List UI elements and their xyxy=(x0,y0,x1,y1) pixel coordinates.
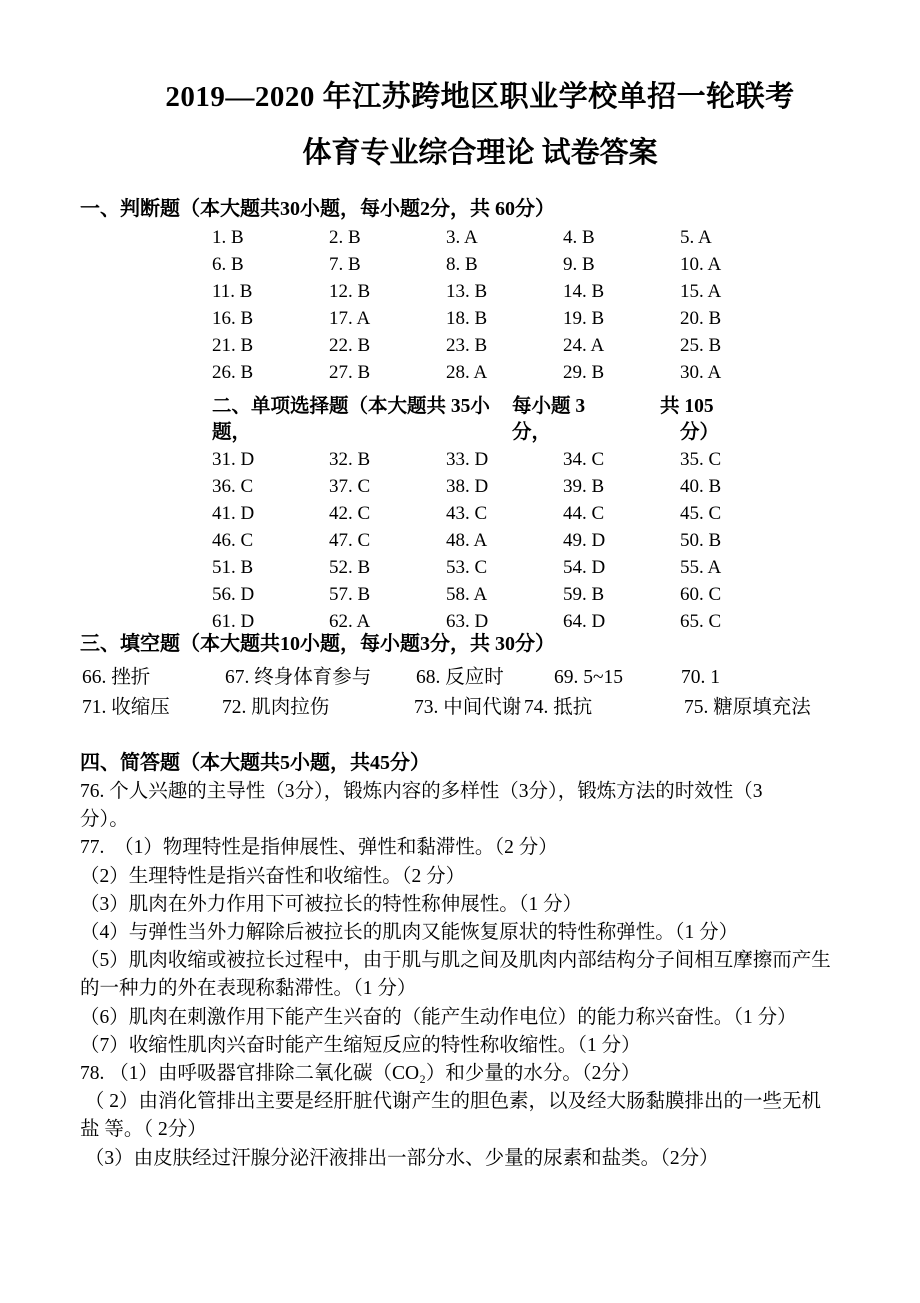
judgement-answer-item: 2. B xyxy=(329,227,361,248)
judgement-answer-grid xyxy=(212,224,880,386)
single-choice-answer-item: 58. A xyxy=(446,584,488,605)
section-single-choice-heading xyxy=(212,394,880,446)
single-choice-answer-item: 41. D xyxy=(212,503,255,524)
single-choice-answer-item: 46. C xyxy=(212,530,254,551)
single-choice-answer-item: 61. D xyxy=(212,611,255,632)
section-judgement-heading: 一、判断题（本大题共30小题，每小题2分，共 60分） xyxy=(80,198,555,220)
judgement-answer-item: 30. A xyxy=(680,362,722,383)
single-choice-heading-part1: 二、单项选择题（本大题共 35小题， xyxy=(212,396,490,443)
judgement-answer-item: 11. B xyxy=(212,281,253,302)
single-choice-answer-item: 32. B xyxy=(329,449,371,470)
single-choice-answer-item: 49. D xyxy=(563,530,606,551)
section-short-answer-heading: 四、简答题（本大题共5小题，共45分） xyxy=(80,752,430,774)
single-choice-answer-item: 44. C xyxy=(563,503,605,524)
judgement-answer-item: 1. B xyxy=(212,227,244,248)
judgement-answer-item: 5. A xyxy=(680,227,712,248)
judgement-answer-item: 23. B xyxy=(446,335,488,356)
document-title: 2019—2020 年江苏跨地区职业学校单招一轮联考 xyxy=(165,81,795,113)
single-choice-answer-item: 34. C xyxy=(563,449,605,470)
short-answer-text-line: 盐 等。（ 2分） xyxy=(80,1119,207,1141)
single-choice-answer-item: 62. A xyxy=(329,611,371,632)
document-subtitle: 体育专业综合理论 试卷答案 xyxy=(302,137,658,169)
judgement-answer-item: 17. A xyxy=(329,308,371,329)
single-choice-answer-item: 43. C xyxy=(446,503,488,524)
single-choice-answer-item: 53. C xyxy=(446,557,488,578)
fill-blank-answer-item: 74. 抵抗 xyxy=(524,697,593,718)
short-answer-text-line: （3）肌肉在外力作用下可被拉长的特性称伸展性。（1 分） xyxy=(80,893,583,915)
single-choice-answer-item: 33. D xyxy=(446,449,489,470)
single-choice-answer-item: 50. B xyxy=(680,530,722,551)
short-answer-text-line: 76. 个人兴趣的主导性（3分），锻炼内容的多样性（3分），锻炼方法的时效性（3 xyxy=(80,781,763,802)
single-choice-answer-item: 65. C xyxy=(680,611,722,632)
judgement-answer-item: 21. B xyxy=(212,335,254,356)
short-answer-text-line: （4）与弹性当外力解除后被拉长的肌肉又能恢复原状的特性称弹性。（1 分） xyxy=(80,922,739,944)
judgement-answer-item: 22. B xyxy=(329,335,371,356)
single-choice-heading-part2-line1: 每小题 3 xyxy=(512,396,586,417)
judgement-answer-item: 28. A xyxy=(446,362,488,383)
judgement-answer-item: 8. B xyxy=(446,254,478,275)
single-choice-answer-item: 35. C xyxy=(680,449,722,470)
fill-blank-answer-row-1 xyxy=(80,664,880,694)
judgement-answer-item: 20. B xyxy=(680,308,722,329)
single-choice-heading-part2-line2: 分， xyxy=(512,422,552,443)
judgement-answer-item: 9. B xyxy=(563,254,595,275)
single-choice-answer-item: 56. D xyxy=(212,584,255,605)
short-answer-text-line: （2）生理特性是指兴奋性和收缩性。（2 分） xyxy=(80,865,466,887)
single-choice-answer-item: 57. B xyxy=(329,584,371,605)
single-choice-answer-item: 40. B xyxy=(680,476,722,497)
short-answer-text-line: （6）肌肉在刺激作用下能产生兴奋的（能产生动作电位）的能力称兴奋性。（1 分） xyxy=(80,1006,797,1028)
single-choice-answer-item: 36. C xyxy=(212,476,254,497)
single-choice-answer-item: 42. C xyxy=(329,503,371,524)
fill-blank-answer-item: 68. 反应时 xyxy=(416,667,504,688)
single-choice-answer-item: 63. D xyxy=(446,611,489,632)
single-choice-answer-item: 59. B xyxy=(563,584,605,605)
single-choice-answer-item: 39. B xyxy=(563,476,605,497)
judgement-answer-item: 6. B xyxy=(212,254,244,275)
single-choice-heading-part2 xyxy=(512,394,660,446)
single-choice-answer-item: 31. D xyxy=(212,449,255,470)
judgement-answer-item: 4. B xyxy=(563,227,595,248)
single-choice-answer-item: 47. C xyxy=(329,530,371,551)
short-answer-text-line: 分）。 xyxy=(80,809,129,831)
fill-blank-answer-item: 67. 终身体育参与 xyxy=(225,667,372,688)
single-choice-answer-item: 52. B xyxy=(329,557,371,578)
single-choice-heading-part3 xyxy=(660,394,770,446)
judgement-answer-item: 29. B xyxy=(563,362,605,383)
judgement-answer-item: 3. A xyxy=(446,227,478,248)
single-choice-answer-item: 55. A xyxy=(680,557,722,578)
single-choice-answer-grid xyxy=(212,446,880,635)
judgement-answer-item: 7. B xyxy=(329,254,361,275)
judgement-answer-item: 27. B xyxy=(329,362,371,383)
single-choice-heading-part3-line1: 共 105 xyxy=(660,396,714,417)
judgement-answer-item: 16. B xyxy=(212,308,254,329)
judgement-answer-item: 15. A xyxy=(680,281,722,302)
fill-blank-answer-item: 73. 中间代谢 xyxy=(414,697,522,718)
short-answer-text-line: （ 2）由消化管排出主要是经肝脏代谢产生的胆色素，以及经大肠黏膜排出的一些无机 xyxy=(80,1091,822,1113)
fill-blank-answer-item: 71. 收缩压 xyxy=(82,697,170,718)
judgement-answer-item: 24. A xyxy=(563,335,605,356)
single-choice-answer-item: 60. C xyxy=(680,584,722,605)
fill-blank-answer-item: 66. 挫折 xyxy=(82,667,151,688)
single-choice-answer-item: 37. C xyxy=(329,476,371,497)
single-choice-answer-item: 54. D xyxy=(563,557,606,578)
single-choice-answer-item: 48. A xyxy=(446,530,488,551)
judgement-answer-item: 10. A xyxy=(680,254,722,275)
judgement-answer-item: 19. B xyxy=(563,308,605,329)
judgement-answer-item: 14. B xyxy=(563,281,605,302)
section-fill-blank-heading: 三、填空题（本大题共10小题，每小题3分，共 30分） xyxy=(80,633,555,655)
short-answer-text-line: （7）收缩性肌肉兴奋时能产生缩短反应的特性称收缩性。（1 分） xyxy=(80,1034,641,1056)
fill-blank-answer-item: 75. 糖原填充法 xyxy=(684,697,811,718)
short-answer-text-line: （3）由皮肤经过汗腺分泌汗液排出一部分水、少量的尿素和盐类。（2分） xyxy=(80,1147,719,1169)
single-choice-heading-part3-line2: 分） xyxy=(680,422,720,443)
short-answer-text-block xyxy=(80,778,880,1173)
fill-blank-answer-item: 72. 肌肉拉伤 xyxy=(222,697,330,718)
fill-blank-answer-item: 69. 5~15 xyxy=(554,667,624,688)
judgement-answer-item: 26. B xyxy=(212,362,254,383)
judgement-answer-item: 12. B xyxy=(329,281,371,302)
single-choice-answer-item: 45. C xyxy=(680,503,722,524)
judgement-answer-item: 25. B xyxy=(680,335,722,356)
short-answer-text-line: 77. （1）物理特性是指伸展性、弹性和黏滞性。（2 分） xyxy=(80,837,558,859)
fill-blank-answer-row-2 xyxy=(80,694,880,724)
single-choice-answer-item: 51. B xyxy=(212,557,254,578)
judgement-answer-item: 13. B xyxy=(446,281,488,302)
short-answer-text-line: （5）肌肉收缩或被拉长过程中，由于肌与肌之间及肌肉内部结构分子间相互摩擦而产生 xyxy=(80,950,831,972)
judgement-answer-item: 18. B xyxy=(446,308,488,329)
short-answer-text-line: 78. （1）由呼吸器官排除二氧化碳（CO₂）和少量的水分。（2分） xyxy=(80,1063,641,1085)
short-answer-text-line: 的一种力的外在表现称黏滞性。（1 分） xyxy=(80,978,417,1000)
single-choice-answer-item: 38. D xyxy=(446,476,489,497)
fill-blank-answer-item: 70. 1 xyxy=(681,667,720,688)
single-choice-answer-item: 64. D xyxy=(563,611,606,632)
